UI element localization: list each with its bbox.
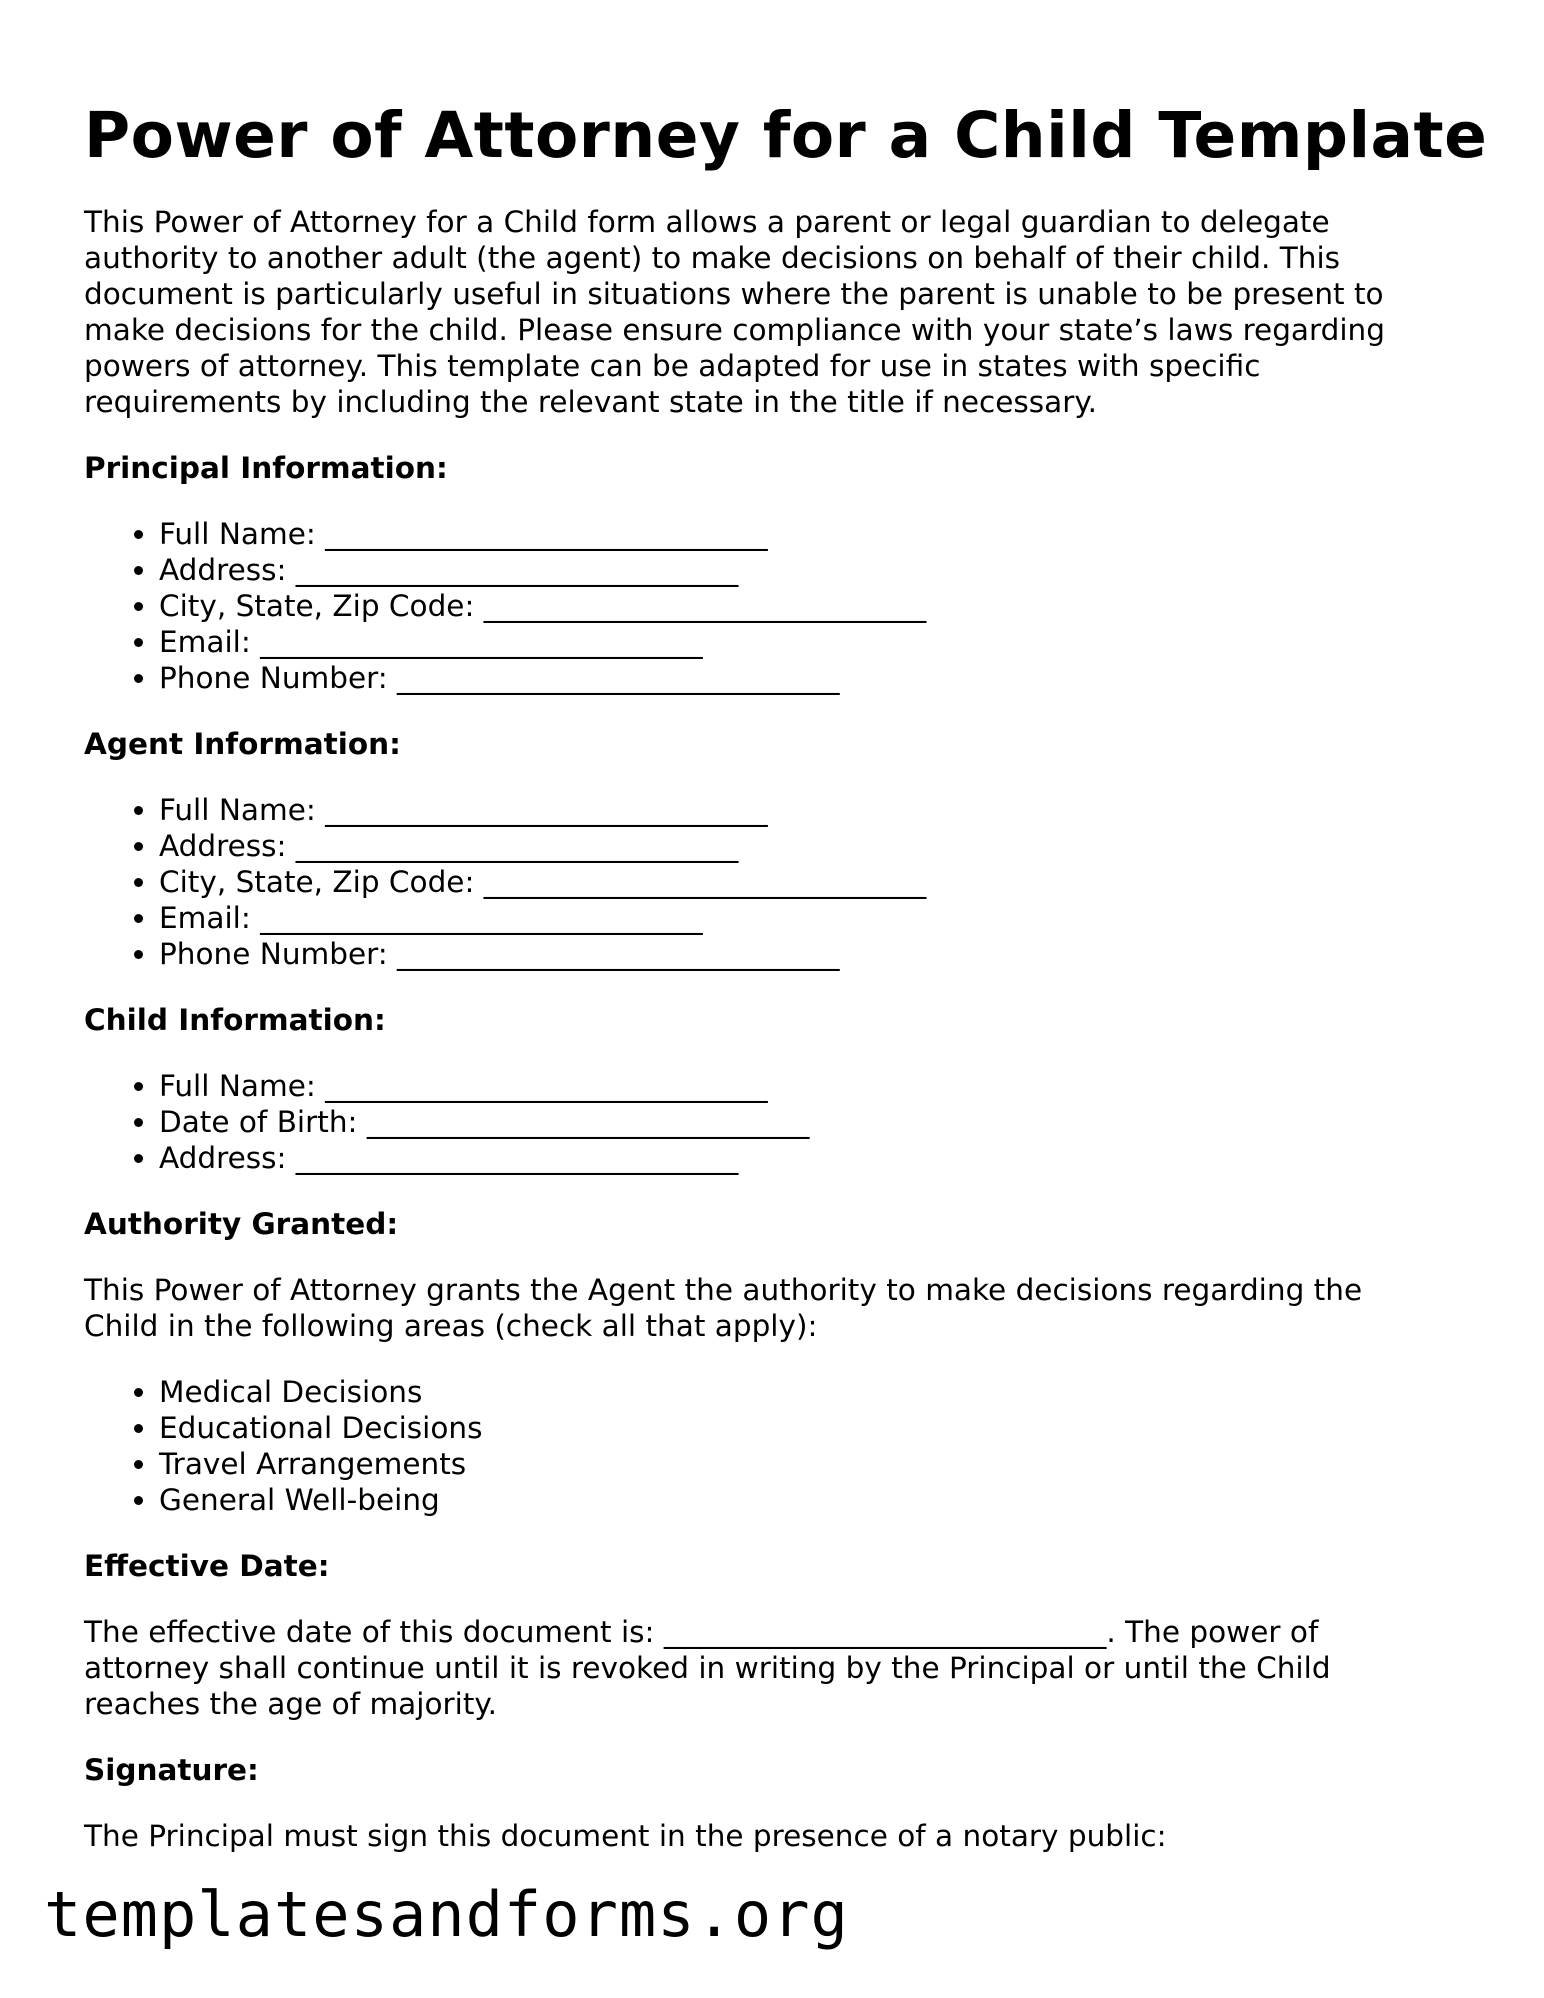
principal-phone-field: • Phone Number: ______________________________: [159, 660, 1424, 696]
effective-date-text: The effective date of this document is: ______________________________. The power of attorney shall continue until it is revoked in writing by the Principal or until the Child reaches the age of majority.: [84, 1615, 1331, 1721]
principal-city-state-zip-field: • City, State, Zip Code: ______________________________: [159, 588, 1424, 624]
authority-text: This Power of Attorney grants the Agent the authority to make decisions regarding the Child in the following areas (check all that apply):: [84, 1273, 1363, 1343]
child-address-field: • Address: ______________________________: [159, 1140, 1424, 1176]
child-full-name-field: • Full Name: ______________________________: [159, 1068, 1424, 1104]
authority-item-well-being: • General Well-being: [159, 1482, 1424, 1518]
agent-address-field: • Address: ______________________________: [159, 828, 1424, 864]
agent-fields: [84, 792, 1424, 972]
document-page: [84, 96, 1488, 1884]
authority-items: [84, 1374, 1424, 1518]
agent-city-state-zip-field: • City, State, Zip Code: ______________________________: [159, 864, 1424, 900]
child-fields: [84, 1068, 1424, 1176]
authority-item-medical: • Medical Decisions: [159, 1374, 1424, 1410]
principal-heading: Principal Information:: [84, 451, 448, 485]
agent-email-field: • Email: ______________________________: [159, 900, 1424, 936]
page-title: Power of Attorney for a Child Template: [84, 99, 1488, 172]
agent-full-name-field: • Full Name: ______________________________: [159, 792, 1424, 828]
effective-date-heading: Effective Date:: [84, 1549, 330, 1583]
agent-heading: Agent Information:: [84, 727, 401, 761]
principal-address-field: • Address: ______________________________: [159, 552, 1424, 588]
watermark-logo: templatesandforms.org: [44, 1878, 849, 1951]
authority-item-educational: • Educational Decisions: [159, 1410, 1424, 1446]
child-heading: Child Information:: [84, 1003, 386, 1037]
principal-email-field: • Email: ______________________________: [159, 624, 1424, 660]
intro-paragraph: This Power of Attorney for a Child form allows a parent or legal guardian to delegate authority to another adult (the agent) to make decisions on behalf of their child. This document is particularly useful in situations where the parent is unable to be present to make decisions for the child. Please ensure compliance with your state’s laws regarding powers of attorney. This template can be adapted for use in states with specific requirements by including the relevant state in the title if necessary.: [84, 205, 1385, 419]
child-dob-field: • Date of Birth: ______________________________: [159, 1104, 1424, 1140]
authority-heading: Authority Granted:: [84, 1207, 399, 1241]
signature-heading: Signature:: [84, 1753, 259, 1787]
principal-fields: [84, 516, 1424, 696]
principal-full-name-field: • Full Name: ______________________________: [159, 516, 1424, 552]
authority-item-travel: • Travel Arrangements: [159, 1446, 1424, 1482]
signature-text: The Principal must sign this document in the presence of a notary public:: [84, 1819, 1167, 1853]
agent-phone-field: • Phone Number: ______________________________: [159, 936, 1424, 972]
